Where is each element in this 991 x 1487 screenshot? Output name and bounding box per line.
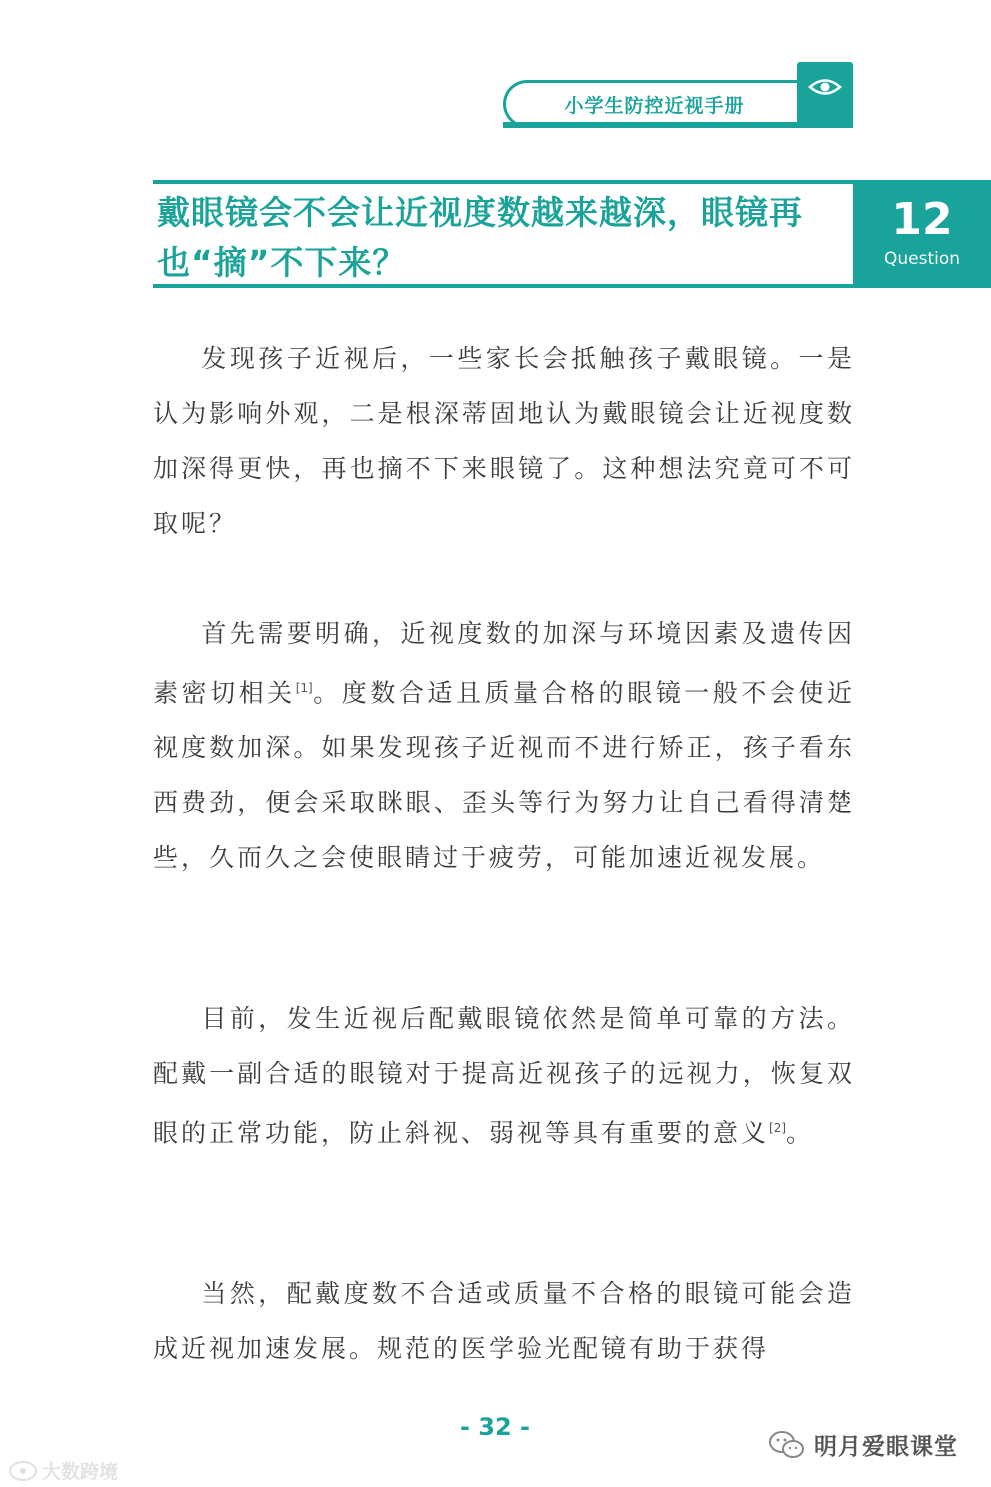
paragraph-2: [153, 606, 855, 885]
paragraph-1-text: 发现孩子近视后，一些家长会抵触孩子戴眼镜。一是认为影响外观，二是根深蒂固地认为戴眼镜会让近视度数加深得更快，再也摘不下来眼镜了。这种想法究竟可不可取呢？: [153, 344, 855, 538]
question-number: 12: [891, 194, 953, 245]
question-title-line-1: 戴眼镜会不会让近视度数越来越深，眼镜再: [157, 193, 803, 232]
paragraph-3-text-b: 。: [786, 1118, 815, 1148]
watermark: [8, 1457, 118, 1484]
paragraph-2-text-a: 首先需要明确，近视度数的加深与环境因素及遗传因素密切相关: [153, 619, 855, 708]
paragraph-3: [153, 991, 855, 1160]
account-name: 明月爱眼课堂: [814, 1434, 958, 1460]
wechat-icon: [768, 1430, 806, 1460]
citation-1: [1]: [295, 681, 313, 695]
question-title-line-2: 也“摘”不下来？: [157, 243, 407, 282]
citation-2: [2]: [769, 1121, 787, 1135]
page-number: - 32 -: [459, 1413, 531, 1441]
question-title: [157, 188, 847, 288]
question-label: Question: [883, 249, 961, 269]
question-number-badge: [853, 180, 991, 288]
paragraph-4: [153, 1266, 855, 1376]
book-title: 小学生防控近视手册: [564, 94, 745, 117]
paragraph-1: [153, 331, 855, 551]
paragraph-2-text-b: 。度数合适且质量合格的眼镜一般不会使近视度数加深。如果发现孩子近视而不进行矫正，孩子看东西费劲，便会采取眯眼、歪头等行为努力让自己看得清楚些，久而久之会使眼睛过于疲劳，可能加速近视发展。: [153, 678, 855, 873]
paragraph-3-text-a: 目前，发生近视后配戴眼镜依然是简单可靠的方法。配戴一副合适的眼镜对于提高近视孩子的远视力，恢复双眼的正常功能，防止斜视、弱视等具有重要的意义: [153, 1004, 855, 1148]
paragraph-4-text: 当然，配戴度数不合适或质量不合格的眼镜可能会造成近视加速发展。规范的医学验光配镜有助于获得: [153, 1279, 855, 1363]
watermark-logo-icon: [8, 1460, 38, 1482]
account-signature: [768, 1428, 958, 1461]
book-title-badge: [503, 80, 803, 128]
eye-icon: [808, 76, 842, 98]
watermark-text: 大数跨境: [42, 1461, 119, 1483]
book-base-line: [503, 122, 853, 128]
